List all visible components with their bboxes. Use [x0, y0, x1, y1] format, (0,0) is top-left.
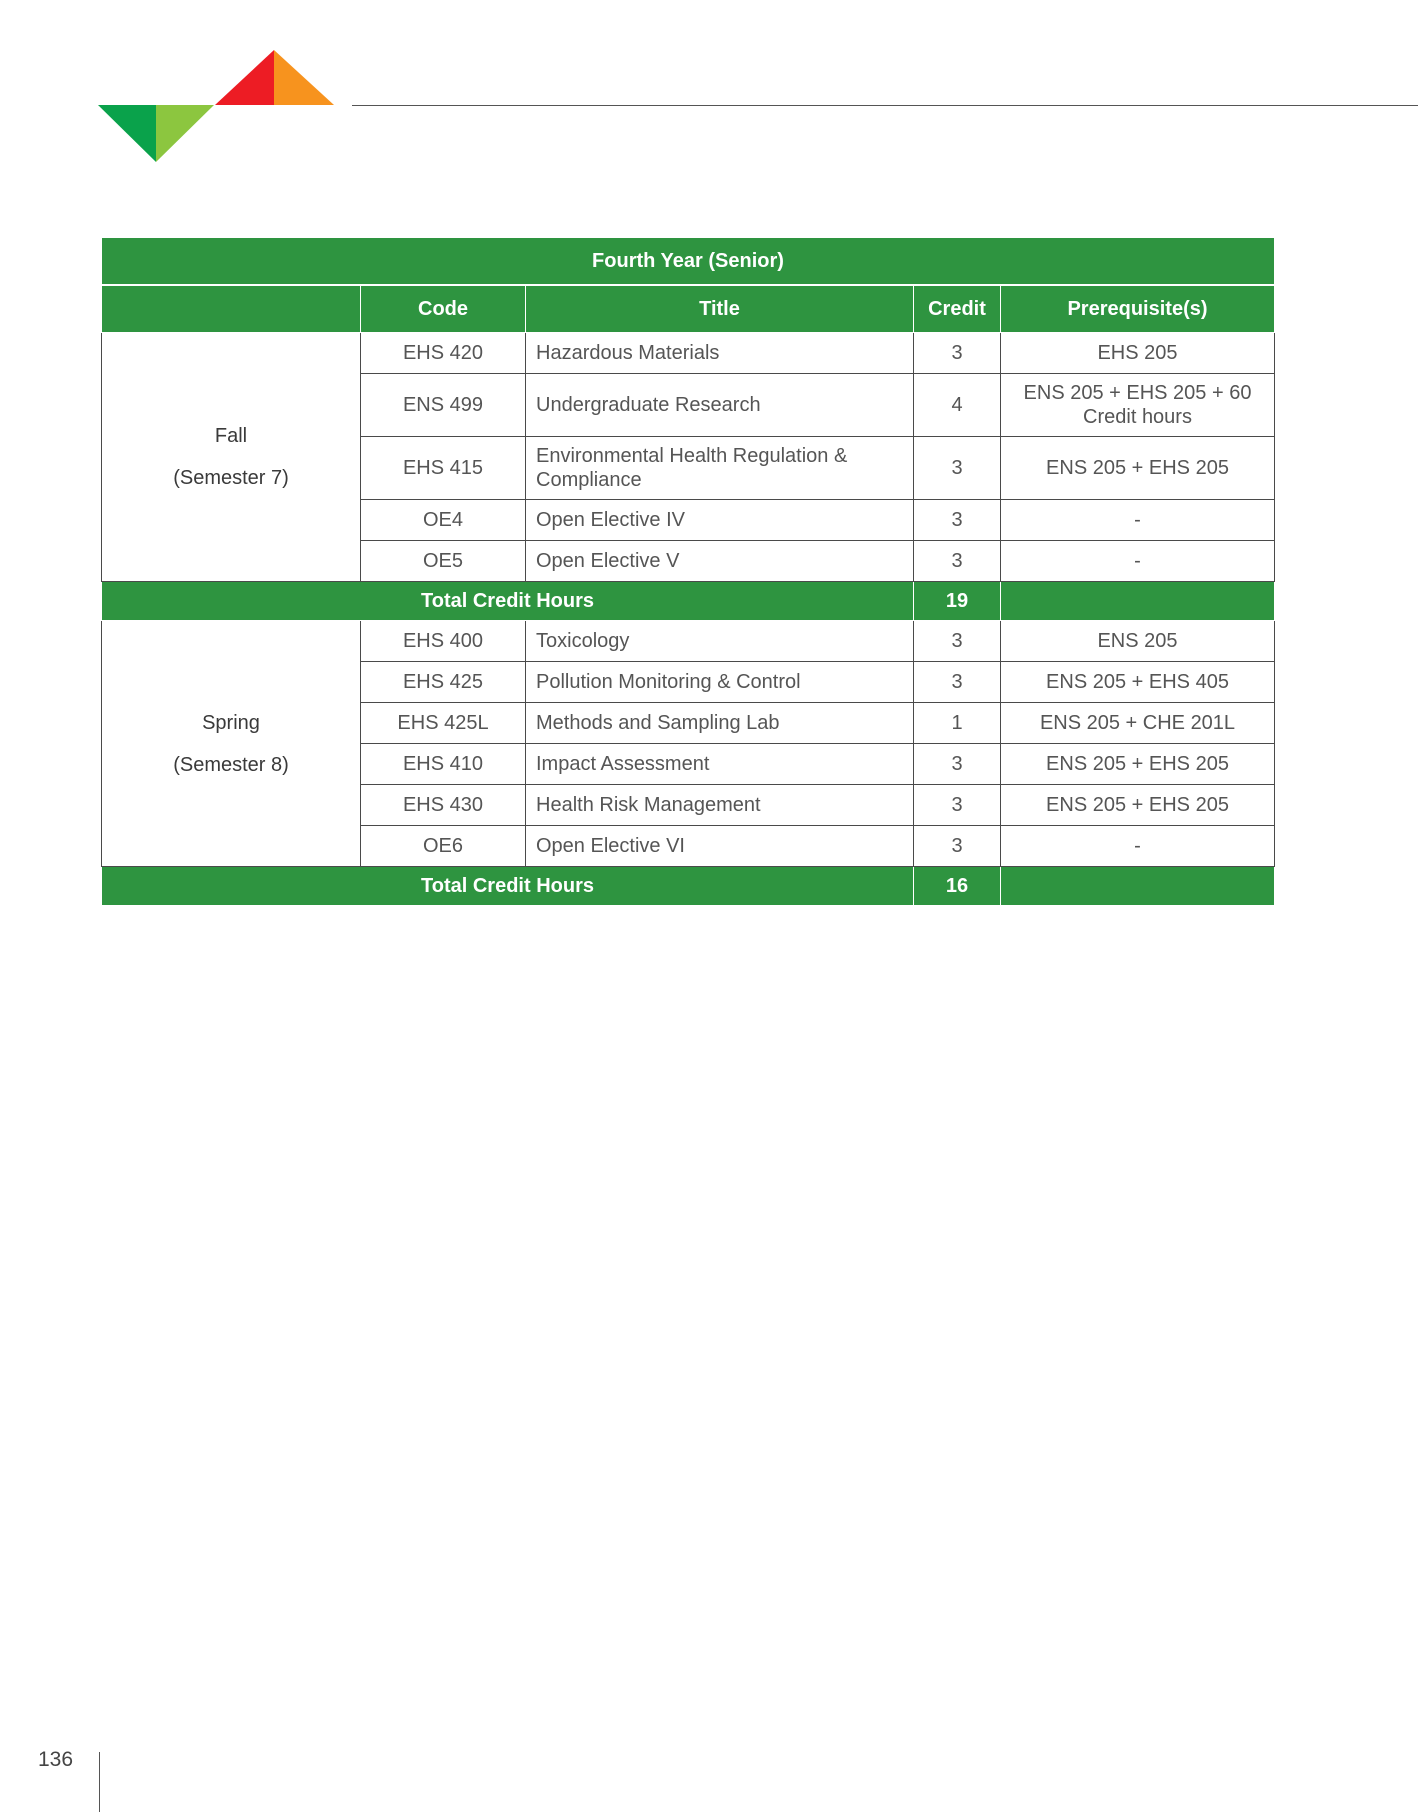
course-code: OE5 — [361, 541, 526, 582]
course-credit: 3 — [914, 662, 1001, 703]
course-credit: 3 — [914, 333, 1001, 374]
total-blank — [1001, 867, 1275, 906]
course-prereq: ENS 205 + EHS 205 — [1001, 744, 1275, 785]
course-prereq: - — [1001, 541, 1275, 582]
header-credit: Credit — [914, 285, 1001, 333]
header-semester-blank — [102, 285, 361, 333]
course-title: Open Elective IV — [526, 500, 914, 541]
course-title: Health Risk Management — [526, 785, 914, 826]
header-prerequisites: Prerequisite(s) — [1001, 285, 1275, 333]
logo-red-triangle — [215, 50, 274, 105]
table-row — [102, 333, 1275, 374]
course-prereq: ENS 205 + EHS 205 + 60 Credit hours — [1001, 374, 1275, 437]
header-rule — [352, 105, 1418, 106]
course-prereq: ENS 205 + EHS 405 — [1001, 662, 1275, 703]
course-code: EHS 425 — [361, 662, 526, 703]
header-code: Code — [361, 285, 526, 333]
semester-cell-spring — [102, 621, 361, 867]
total-label: Total Credit Hours — [102, 582, 914, 621]
course-code: OE4 — [361, 500, 526, 541]
course-prereq: ENS 205 — [1001, 621, 1275, 662]
course-code: OE6 — [361, 826, 526, 867]
course-title: Impact Assessment — [526, 744, 914, 785]
course-code: EHS 415 — [361, 437, 526, 500]
course-credit: 3 — [914, 621, 1001, 662]
course-title: Pollution Monitoring & Control — [526, 662, 914, 703]
course-credit: 4 — [914, 374, 1001, 437]
page-number-rule — [99, 1752, 100, 1812]
course-prereq: EHS 205 — [1001, 333, 1275, 374]
course-credit: 1 — [914, 703, 1001, 744]
course-title: Environmental Health Regulation & Compliance — [526, 437, 914, 500]
course-code: EHS 410 — [361, 744, 526, 785]
course-title: Open Elective V — [526, 541, 914, 582]
course-credit: 3 — [914, 826, 1001, 867]
term-label: Spring — [202, 711, 260, 734]
course-title: Methods and Sampling Lab — [526, 703, 914, 744]
total-row-spring — [102, 867, 1275, 906]
course-credit: 3 — [914, 500, 1001, 541]
logo-triangles — [98, 50, 334, 162]
year-title: Fourth Year (Senior) — [102, 238, 1275, 286]
course-code: EHS 420 — [361, 333, 526, 374]
course-title: Open Elective VI — [526, 826, 914, 867]
table-row — [102, 621, 1275, 662]
logo-orange-triangle — [274, 50, 334, 105]
total-row-fall — [102, 582, 1275, 621]
course-code: EHS 425L — [361, 703, 526, 744]
course-prereq: ENS 205 + CHE 201L — [1001, 703, 1275, 744]
total-label: Total Credit Hours — [102, 867, 914, 906]
year-header-row — [102, 238, 1275, 286]
total-value: 19 — [914, 582, 1001, 621]
course-credit: 3 — [914, 437, 1001, 500]
course-credit: 3 — [914, 785, 1001, 826]
semester-cell-fall — [102, 333, 361, 582]
semester-label: (Semester 8) — [173, 753, 289, 776]
course-code: EHS 400 — [361, 621, 526, 662]
semester-label: (Semester 7) — [173, 467, 289, 489]
column-header-row — [102, 285, 1275, 333]
course-prereq: ENS 205 + EHS 205 — [1001, 437, 1275, 500]
term-label: Fall — [214, 425, 248, 447]
course-prereq: - — [1001, 500, 1275, 541]
curriculum-table — [101, 237, 1275, 906]
logo-dark-green-triangle — [98, 105, 156, 162]
course-code: ENS 499 — [361, 374, 526, 437]
course-title: Hazardous Materials — [526, 333, 914, 374]
course-code: EHS 430 — [361, 785, 526, 826]
course-title: Toxicology — [526, 621, 914, 662]
course-prereq: - — [1001, 826, 1275, 867]
course-title: Undergraduate Research — [526, 374, 914, 437]
header-title: Title — [526, 285, 914, 333]
course-credit: 3 — [914, 541, 1001, 582]
page-number: 136 — [38, 1748, 74, 1771]
total-blank — [1001, 582, 1275, 621]
course-credit: 3 — [914, 744, 1001, 785]
course-prereq: ENS 205 + EHS 205 — [1001, 785, 1275, 826]
logo-light-green-triangle — [156, 105, 214, 162]
total-value: 16 — [914, 867, 1001, 906]
